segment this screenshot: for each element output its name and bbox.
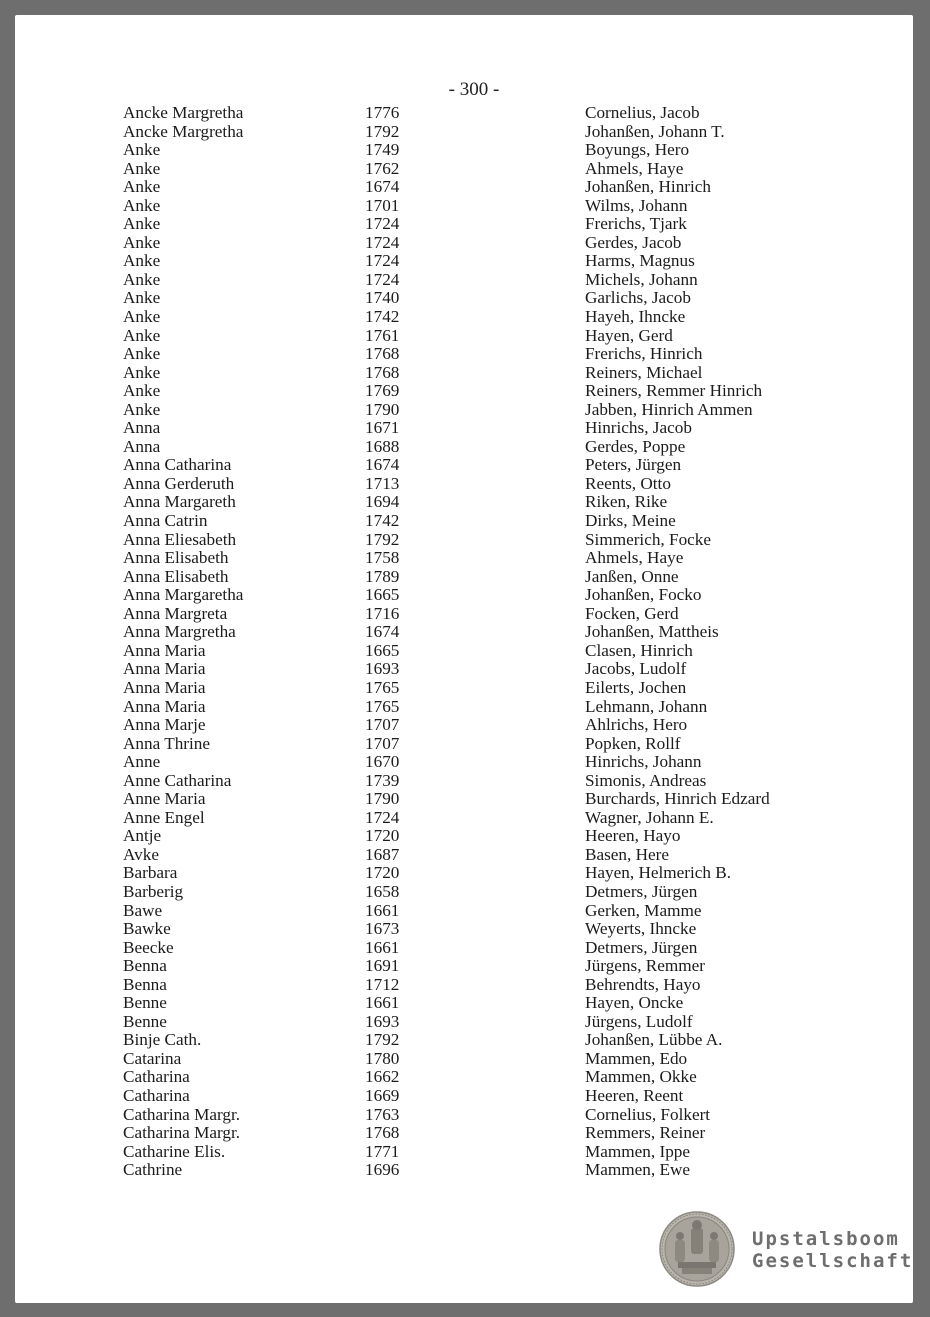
- record-name: Anke: [123, 214, 161, 234]
- record-year: 1763: [365, 1104, 400, 1124]
- record-row: [15, 827, 913, 846]
- record-spouse: Harms, Magnus: [585, 251, 695, 271]
- record-year: 1739: [365, 770, 400, 790]
- record-row: [15, 1106, 913, 1125]
- record-year: 1762: [365, 158, 400, 178]
- record-spouse: Hayen, Oncke: [585, 993, 684, 1013]
- record-name: Catharina: [123, 1085, 190, 1105]
- record-name: Cathrine: [123, 1160, 183, 1180]
- record-name: Barbara: [123, 863, 178, 883]
- record-row: [15, 1143, 913, 1162]
- society-seal-icon: [658, 1210, 736, 1288]
- record-year: 1742: [365, 511, 400, 531]
- record-name: Catharina Margr.: [123, 1104, 241, 1124]
- record-name: Anne Engel: [123, 807, 205, 827]
- record-spouse: Basen, Here: [585, 844, 669, 864]
- record-name: Antje: [123, 826, 162, 846]
- record-spouse: Mammen, Okke: [585, 1067, 697, 1087]
- record-row: [15, 512, 913, 531]
- record-spouse: Cornelius, Folkert: [585, 1104, 711, 1124]
- records-list: [15, 104, 913, 1180]
- record-row: [15, 1124, 913, 1143]
- record-year: 1696: [365, 1160, 400, 1180]
- record-row: [15, 790, 913, 809]
- record-row: [15, 345, 913, 364]
- record-year: 1724: [365, 269, 400, 289]
- record-year: 1724: [365, 232, 400, 252]
- record-row: [15, 864, 913, 883]
- record-row: [15, 271, 913, 290]
- record-year: 1749: [365, 140, 400, 160]
- record-year: 1687: [365, 844, 400, 864]
- record-name: Anna Margretha: [123, 622, 236, 642]
- record-spouse: Jürgens, Remmer: [585, 956, 705, 976]
- record-row: [15, 1031, 913, 1050]
- record-spouse: Heeren, Hayo: [585, 826, 681, 846]
- record-row: [15, 419, 913, 438]
- society-logo: [658, 1210, 914, 1290]
- society-name-line2: Gesellschaft: [752, 1250, 914, 1272]
- record-row: [15, 735, 913, 754]
- record-year: 1662: [365, 1067, 400, 1087]
- record-year: 1693: [365, 1011, 400, 1031]
- record-year: 1674: [365, 177, 400, 197]
- record-year: 1661: [365, 900, 400, 920]
- society-name: [752, 1228, 913, 1272]
- record-name: Binje Cath.: [123, 1030, 202, 1050]
- record-spouse: Johanßen, Lübbe A.: [585, 1030, 723, 1050]
- record-spouse: Simonis, Andreas: [585, 770, 707, 790]
- record-row: [15, 976, 913, 995]
- record-row: [15, 531, 913, 550]
- record-spouse: Behrendts, Hayo: [585, 974, 701, 994]
- record-spouse: Mammen, Ippe: [585, 1141, 691, 1161]
- record-row: [15, 1161, 913, 1180]
- record-spouse: Frerichs, Hinrich: [585, 344, 703, 364]
- record-spouse: Wagner, Johann E.: [585, 807, 714, 827]
- record-spouse: Simmerich, Focke: [585, 529, 712, 549]
- record-spouse: Eilerts, Jochen: [585, 677, 687, 697]
- record-spouse: Michels, Johann: [585, 269, 698, 289]
- record-year: 1661: [365, 993, 400, 1013]
- record-row: [15, 939, 913, 958]
- record-name: Ancke Margretha: [123, 121, 244, 141]
- record-year: 1742: [365, 307, 400, 327]
- record-row: [15, 605, 913, 624]
- record-year: 1720: [365, 826, 400, 846]
- record-name: Anna: [123, 418, 161, 438]
- record-name: Anke: [123, 232, 161, 252]
- record-spouse: Jacobs, Ludolf: [585, 659, 687, 679]
- record-spouse: Gerdes, Poppe: [585, 436, 686, 456]
- record-spouse: Reiners, Michael: [585, 362, 703, 382]
- record-year: 1765: [365, 696, 400, 716]
- record-spouse: Ahlrichs, Hero: [585, 715, 688, 735]
- record-name: Anke: [123, 158, 161, 178]
- record-year: 1740: [365, 288, 400, 308]
- record-year: 1693: [365, 659, 400, 679]
- record-spouse: Boyungs, Hero: [585, 140, 690, 160]
- record-spouse: Reiners, Remmer Hinrich: [585, 381, 763, 401]
- record-spouse: Weyerts, Ihncke: [585, 919, 697, 939]
- record-name: Anna Maria: [123, 696, 206, 716]
- record-year: 1670: [365, 752, 400, 772]
- record-spouse: Johanßen, Johann T.: [585, 121, 725, 141]
- record-row: [15, 493, 913, 512]
- record-name: Anke: [123, 381, 161, 401]
- record-spouse: Garlichs, Jacob: [585, 288, 691, 308]
- record-name: Anna Eliesabeth: [123, 529, 237, 549]
- record-row: [15, 438, 913, 457]
- record-name: Anke: [123, 325, 161, 345]
- record-spouse: Wilms, Johann: [585, 195, 688, 215]
- record-year: 1674: [365, 455, 400, 475]
- record-name: Benna: [123, 974, 167, 994]
- record-name: Beecke: [123, 937, 174, 957]
- record-row: [15, 1013, 913, 1032]
- document-page: [15, 15, 913, 1303]
- record-row: [15, 660, 913, 679]
- record-year: 1658: [365, 881, 400, 901]
- record-name: Catharina: [123, 1067, 190, 1087]
- record-row: [15, 698, 913, 717]
- record-name: Anne Catharina: [123, 770, 232, 790]
- record-name: Anke: [123, 399, 161, 419]
- record-row: [15, 846, 913, 865]
- record-spouse: Jabben, Hinrich Ammen: [585, 399, 753, 419]
- record-spouse: Detmers, Jürgen: [585, 881, 698, 901]
- record-row: [15, 308, 913, 327]
- record-spouse: Hinrichs, Jacob: [585, 418, 692, 438]
- record-year: 1669: [365, 1085, 400, 1105]
- record-row: [15, 215, 913, 234]
- record-year: 1790: [365, 789, 400, 809]
- record-row: [15, 549, 913, 568]
- record-row: [15, 883, 913, 902]
- record-year: 1792: [365, 529, 400, 549]
- record-row: [15, 234, 913, 253]
- page-number: - 300 -: [448, 79, 500, 100]
- record-year: 1691: [365, 956, 400, 976]
- record-row: [15, 197, 913, 216]
- record-name: Anne: [123, 752, 161, 772]
- record-name: Catarina: [123, 1048, 182, 1068]
- record-row: [15, 289, 913, 308]
- record-spouse: Jürgens, Ludolf: [585, 1011, 693, 1031]
- record-year: 1768: [365, 1123, 400, 1143]
- record-year: 1789: [365, 566, 400, 586]
- record-year: 1665: [365, 585, 400, 605]
- record-year: 1724: [365, 251, 400, 271]
- record-spouse: Clasen, Hinrich: [585, 640, 693, 660]
- record-row: [15, 586, 913, 605]
- record-year: 1765: [365, 677, 400, 697]
- record-name: Anna Gerderuth: [123, 473, 235, 493]
- record-row: [15, 623, 913, 642]
- record-name: Benne: [123, 993, 167, 1013]
- record-row: [15, 753, 913, 772]
- record-row: [15, 178, 913, 197]
- record-row: [15, 475, 913, 494]
- record-name: Bawe: [123, 900, 163, 920]
- record-spouse: Gerken, Mamme: [585, 900, 702, 920]
- record-spouse: Johanßen, Focko: [585, 585, 702, 605]
- record-row: [15, 679, 913, 698]
- record-name: Anke: [123, 288, 161, 308]
- record-year: 1707: [365, 715, 400, 735]
- record-year: 1713: [365, 473, 400, 493]
- record-name: Anna Maria: [123, 640, 206, 660]
- record-spouse: Detmers, Jürgen: [585, 937, 698, 957]
- record-spouse: Johanßen, Mattheis: [585, 622, 719, 642]
- record-year: 1665: [365, 640, 400, 660]
- record-name: Catharine Elis.: [123, 1141, 226, 1161]
- society-name-line1: Upstalsboom: [752, 1228, 900, 1250]
- record-name: Anna Maria: [123, 677, 206, 697]
- record-year: 1724: [365, 807, 400, 827]
- record-spouse: Ahmels, Haye: [585, 158, 684, 178]
- record-name: Anke: [123, 177, 161, 197]
- record-year: 1707: [365, 733, 400, 753]
- record-year: 1724: [365, 214, 400, 234]
- record-name: Anna Elisabeth: [123, 548, 229, 568]
- record-year: 1790: [365, 399, 400, 419]
- record-year: 1688: [365, 436, 400, 456]
- record-spouse: Hayen, Gerd: [585, 325, 673, 345]
- record-row: [15, 252, 913, 271]
- record-row: [15, 104, 913, 123]
- record-year: 1701: [365, 195, 400, 215]
- record-row: [15, 809, 913, 828]
- record-spouse: Mammen, Edo: [585, 1048, 688, 1068]
- record-year: 1792: [365, 1030, 400, 1050]
- record-year: 1758: [365, 548, 400, 568]
- record-name: Ancke Margretha: [123, 103, 244, 122]
- record-row: [15, 123, 913, 142]
- record-name: Avke: [123, 844, 159, 864]
- record-name: Benne: [123, 1011, 167, 1031]
- record-name: Anne Maria: [123, 789, 206, 809]
- record-row: [15, 920, 913, 939]
- record-name: Anna Margaretha: [123, 585, 244, 605]
- record-spouse: Focken, Gerd: [585, 603, 679, 623]
- record-row: [15, 902, 913, 921]
- record-row: [15, 456, 913, 475]
- record-name: Anna Marje: [123, 715, 206, 735]
- record-name: Anna Catrin: [123, 511, 208, 531]
- record-year: 1661: [365, 937, 400, 957]
- record-spouse: Heeren, Reent: [585, 1085, 684, 1105]
- record-year: 1792: [365, 121, 400, 141]
- record-spouse: Dirks, Meine: [585, 511, 676, 531]
- record-name: Anke: [123, 195, 161, 215]
- record-name: Anna Thrine: [123, 733, 211, 753]
- record-row: [15, 957, 913, 976]
- record-row: [15, 160, 913, 179]
- record-year: 1673: [365, 919, 400, 939]
- record-year: 1768: [365, 344, 400, 364]
- record-name: Anna Elisabeth: [123, 566, 229, 586]
- record-spouse: Popken, Rollf: [585, 733, 681, 753]
- record-spouse: Hayen, Helmerich B.: [585, 863, 732, 883]
- record-name: Anna: [123, 436, 161, 456]
- record-spouse: Riken, Rike: [585, 492, 668, 512]
- record-spouse: Frerichs, Tjark: [585, 214, 687, 234]
- record-spouse: Hinrichs, Johann: [585, 752, 702, 772]
- record-spouse: Reents, Otto: [585, 473, 671, 493]
- record-year: 1780: [365, 1048, 400, 1068]
- record-name: Anke: [123, 344, 161, 364]
- record-spouse: Gerdes, Jacob: [585, 232, 682, 252]
- record-year: 1771: [365, 1141, 400, 1161]
- record-year: 1768: [365, 362, 400, 382]
- record-name: Anke: [123, 307, 161, 327]
- record-row: [15, 382, 913, 401]
- record-name: Anna Margreta: [123, 603, 228, 623]
- record-name: Anke: [123, 362, 161, 382]
- record-spouse: Cornelius, Jacob: [585, 103, 700, 122]
- record-name: Anna Catharina: [123, 455, 232, 475]
- record-spouse: Janßen, Onne: [585, 566, 679, 586]
- record-spouse: Lehmann, Johann: [585, 696, 708, 716]
- record-name: Bawke: [123, 919, 171, 939]
- record-row: [15, 1087, 913, 1106]
- record-name: Catharina Margr.: [123, 1123, 241, 1143]
- record-name: Anke: [123, 269, 161, 289]
- record-year: 1776: [365, 103, 400, 122]
- record-row: [15, 141, 913, 160]
- record-name: Anke: [123, 140, 161, 160]
- record-year: 1716: [365, 603, 400, 623]
- record-spouse: Peters, Jürgen: [585, 455, 682, 475]
- record-year: 1694: [365, 492, 400, 512]
- record-year: 1712: [365, 974, 400, 994]
- record-row: [15, 642, 913, 661]
- record-row: [15, 772, 913, 791]
- record-year: 1769: [365, 381, 400, 401]
- record-row: [15, 994, 913, 1013]
- record-row: [15, 568, 913, 587]
- record-year: 1761: [365, 325, 400, 345]
- record-row: [15, 716, 913, 735]
- record-row: [15, 1050, 913, 1069]
- record-row: [15, 1068, 913, 1087]
- record-row: [15, 327, 913, 346]
- record-spouse: Hayeh, Ihncke: [585, 307, 686, 327]
- record-name: Anna Margareth: [123, 492, 236, 512]
- record-spouse: Burchards, Hinrich Edzard: [585, 789, 770, 809]
- record-spouse: Mammen, Ewe: [585, 1160, 691, 1180]
- record-spouse: Ahmels, Haye: [585, 548, 684, 568]
- record-name: Anke: [123, 251, 161, 271]
- record-name: Barberig: [123, 881, 184, 901]
- record-row: [15, 364, 913, 383]
- record-year: 1720: [365, 863, 400, 883]
- record-row: [15, 401, 913, 420]
- record-name: Benna: [123, 956, 167, 976]
- record-spouse: Johanßen, Hinrich: [585, 177, 712, 197]
- record-spouse: Remmers, Reiner: [585, 1123, 706, 1143]
- record-year: 1674: [365, 622, 400, 642]
- record-year: 1671: [365, 418, 400, 438]
- record-name: Anna Maria: [123, 659, 206, 679]
